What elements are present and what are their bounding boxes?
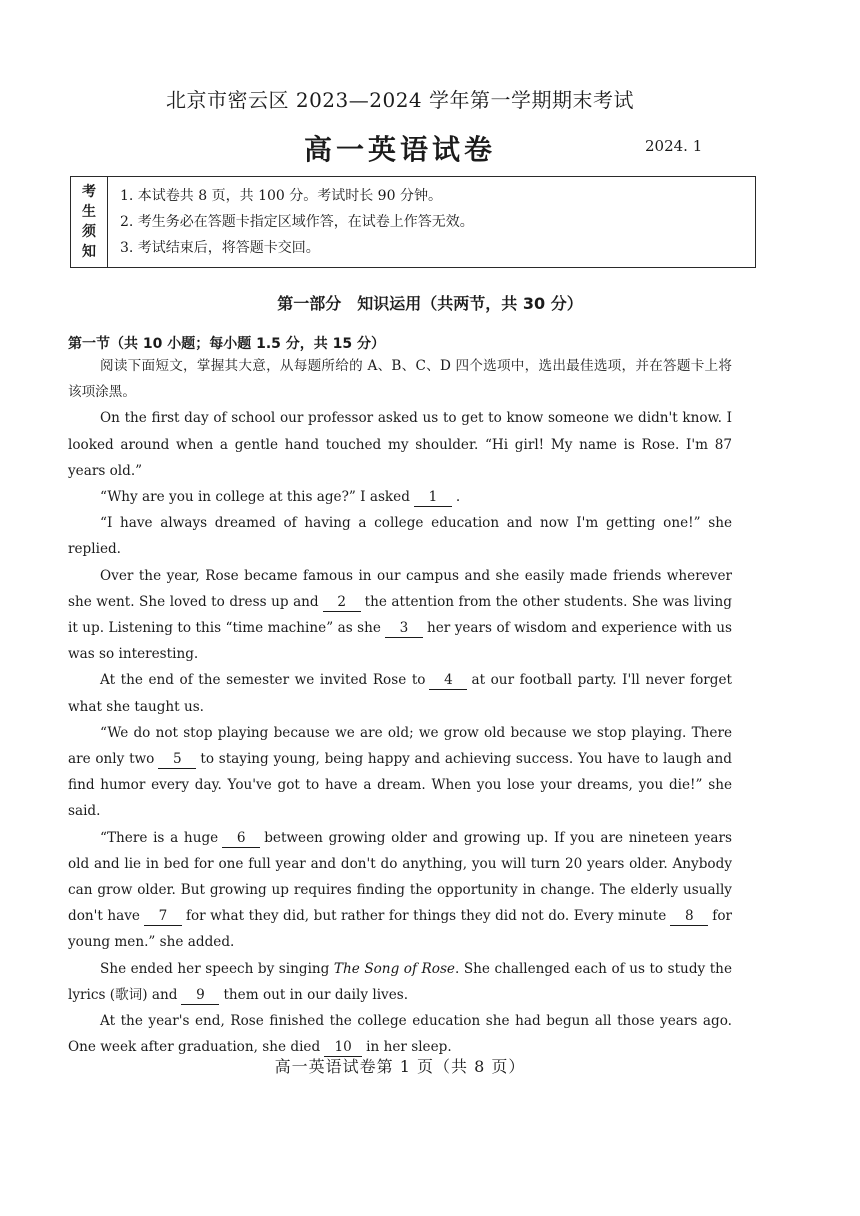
passage-paragraph: “I have always dreamed of having a college education and now I'm getting one!” she replied.	[68, 515, 732, 558]
text-run: at our football party. I'll never forget what she taught us.	[68, 672, 732, 715]
blank-5: 5	[158, 750, 196, 769]
text-run: . She challenged each of us to study the lyrics (歌词) and	[68, 960, 732, 1003]
text-run: for young men.” she added.	[68, 908, 733, 951]
section-instruction: 阅读下面短文，掌握其大意，从每题所给的 A、B、C、D 四个选项中，选出最佳选项，并在答题卡上将该项涂黑。	[68, 358, 732, 401]
notice-item: 1. 本试卷共 8 页，共 100 分。考试时长 90 分钟。	[120, 188, 442, 204]
exam-date: 2024. 1	[645, 137, 703, 155]
text-run: .	[455, 489, 461, 506]
passage-paragraph	[68, 956, 732, 1008]
passage-paragraph	[68, 484, 732, 510]
page-footer: 高一英语试卷第 1 页（共 8 页）	[274, 1057, 526, 1076]
notice-label-char: 须	[82, 224, 96, 240]
text-run: to staying young, being happy and achieving success. You have to laugh and find humor every day. You've got to have a dream. When you lose your dreams, you die!” she said.	[68, 751, 732, 820]
text-run: for what they did, but rather for things they did not do. Every minute	[185, 908, 667, 925]
notice-label	[71, 177, 108, 267]
blank-1: 1	[414, 488, 452, 507]
notice-items	[108, 177, 474, 267]
passage-paragraph	[68, 720, 732, 825]
text-run: in her sleep.	[366, 1039, 452, 1056]
passage-paragraph	[68, 1008, 732, 1060]
blank-6: 6	[222, 829, 260, 848]
exam-title: 北京市密云区 2023—2024 学年第一学期期末考试	[165, 88, 634, 112]
text-run: She ended her speech by singing	[100, 960, 330, 977]
passage-paragraph	[68, 563, 732, 668]
notice-label-char: 考	[82, 184, 96, 200]
notice-label-char: 生	[82, 204, 96, 220]
blank-9: 9	[181, 986, 219, 1005]
part-heading: 第一部分 知识运用（共两节，共 30 分）	[277, 294, 583, 313]
passage-paragraph	[68, 825, 732, 956]
blank-3: 3	[385, 619, 423, 638]
blank-7: 7	[144, 907, 182, 926]
section-heading: 第一节（共 10 小题；每小题 1.5 分，共 15 分）	[68, 336, 386, 352]
candidate-notice-box	[70, 176, 756, 268]
text-run: Over the year, Rose became famous in our campus and she easily made friends wherever she went. She loved to dress up and	[68, 567, 732, 610]
text-run: At the end of the semester we invited Rose to	[100, 672, 426, 689]
notice-label-char: 知	[82, 244, 96, 260]
blank-4: 4	[429, 671, 467, 690]
text-run: “We do not stop playing because we are old; we grow old because we stop playing. There are only two	[68, 724, 732, 768]
blank-8: 8	[670, 907, 708, 926]
subject-title: 高一英语试卷	[303, 133, 496, 166]
text-run: her years of wisdom and experience with us was so interesting.	[68, 620, 732, 663]
text-run: them out in our daily lives.	[223, 986, 409, 1003]
text-run: “Why are you in college at this age?” I asked	[100, 489, 410, 506]
text-run: “There is a huge	[100, 829, 219, 846]
notice-item: 3. 考试结束后，将答题卡交回。	[120, 240, 320, 256]
text-run: the attention from the other students. She was living it up. Listening to this “time machine” as she	[68, 593, 732, 637]
passage-paragraph	[68, 667, 732, 719]
text-run: between growing older and growing up. If you are nineteen years old and lie in bed for one full year and don't do anything, you will turn 20 years older. Anybody can grow older. But growing up requires finding the opportunity in change. The elderly usually don't have	[68, 829, 732, 925]
passage-paragraph: On the first day of school our professor asked us to get to know someone we didn't know. I looked around when a gentle hand touched my shoulder. “Hi girl! My name is Rose. I'm 87 years old.”	[68, 410, 732, 479]
notice-item: 2. 考生务必在答题卡指定区域作答，在试卷上作答无效。	[120, 214, 474, 230]
blank-2: 2	[323, 593, 361, 612]
passage	[68, 353, 732, 1060]
blank-10: 10	[324, 1038, 362, 1057]
text-run: At the year's end, Rose finished the college education she had begun all those years ago. One week after graduation, she died	[68, 1013, 732, 1056]
song-title: The Song of Rose	[333, 960, 455, 977]
